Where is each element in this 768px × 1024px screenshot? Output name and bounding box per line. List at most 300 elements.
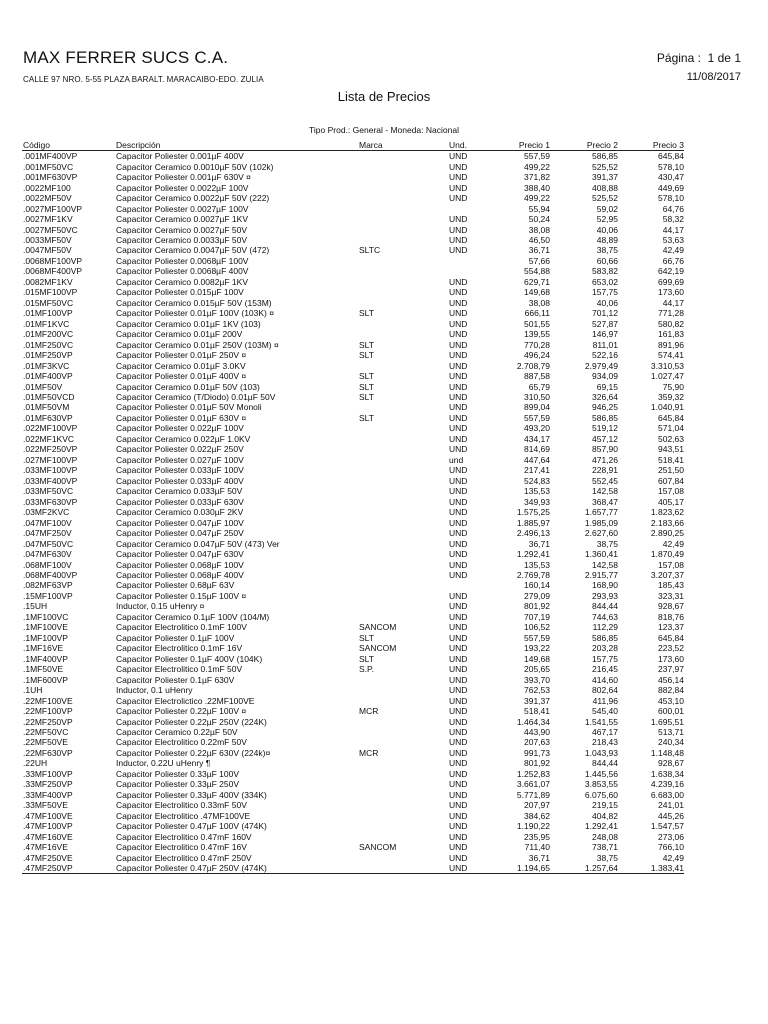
cell-descripcion: Capacitor Poliester 0.047µF 100V	[116, 517, 244, 528]
cell-marca	[359, 507, 449, 517]
cell-codigo: .033MF400VP	[23, 475, 78, 486]
cell-marca	[359, 235, 449, 245]
cell-und: UND	[449, 161, 468, 172]
cell-precio-1: 493,20	[524, 423, 550, 434]
cell-marca	[359, 402, 449, 412]
cell-codigo: .027MF100VP	[23, 454, 78, 465]
cell-precio-1: 279,09	[524, 590, 550, 601]
cell-marca	[359, 538, 449, 548]
cell-marca	[359, 695, 449, 705]
cell-descripcion: Inductor, 0.1 uHenry	[116, 685, 193, 696]
table-row	[22, 737, 684, 747]
table-row	[22, 863, 684, 874]
cell-und: UND	[449, 308, 468, 319]
cell-marca	[359, 203, 449, 213]
cell-descripcion: Capacitor Electrolitico 0.33mF 50V	[116, 800, 247, 811]
cell-precio-3: 928,67	[658, 758, 684, 769]
cell-codigo: .47MF160VE	[23, 831, 73, 842]
cell-precio-2: 653,02	[592, 276, 618, 287]
cell-descripcion: Capacitor Ceramico 0.015µF 50V (153M)	[116, 297, 272, 308]
cell-marca	[359, 790, 449, 800]
cell-marca: SLT	[359, 412, 374, 423]
cell-precio-3: 445,26	[658, 810, 684, 821]
cell-descripcion: Capacitor Poliester 0.015µF 100V	[116, 287, 244, 298]
cell-codigo: .001MF50VC	[23, 161, 74, 172]
cell-descripcion: Capacitor Poliester 0.47µF 100V (474K)	[116, 821, 267, 832]
cell-marca	[359, 811, 449, 821]
cell-codigo: .001MF400VP	[23, 151, 78, 162]
cell-precio-1: 499,22	[524, 161, 550, 172]
cell-descripcion: Capacitor Poliester 0.22µF 100V ¤	[116, 706, 247, 717]
table-header-row	[22, 136, 684, 151]
cell-codigo: .01MF400VP	[23, 371, 73, 382]
cell-precio-1: 1.885,97	[516, 517, 550, 528]
cell-precio-2: 857,90	[592, 444, 618, 455]
cell-codigo: .01MF50VCD	[23, 392, 75, 403]
cell-precio-1: 384,62	[524, 810, 550, 821]
cell-und: UND	[449, 695, 468, 706]
cell-und: UND	[449, 528, 468, 539]
cell-codigo: .47MF100VP	[23, 821, 73, 832]
cell-codigo: .1MF16VE	[23, 643, 64, 654]
cell-marca: SLT	[359, 392, 374, 403]
cell-und: UND	[449, 664, 468, 675]
cell-und: UND	[449, 643, 468, 654]
column-header-descripcion: Descripción	[116, 136, 359, 151]
cell-codigo: .0047MF50V	[23, 245, 72, 256]
cell-precio-3: 240,34	[658, 737, 684, 748]
cell-precio-2: 2.627,60	[584, 528, 618, 539]
cell-codigo: .01MF50VM	[23, 402, 70, 413]
cell-marca	[359, 360, 449, 370]
cell-precio-2: 60,66	[596, 255, 618, 266]
cell-precio-1: 1.464,34	[516, 716, 550, 727]
cell-descripcion: Capacitor Poliester 0.15µF 100V ¤	[116, 590, 247, 601]
cell-marca	[359, 601, 449, 611]
cell-precio-1: 524,83	[524, 475, 550, 486]
table-row	[22, 161, 684, 171]
report-subtitle: Tipo Prod.: General - Moneda: Nacional	[309, 125, 459, 135]
cell-codigo: .0022MF100	[23, 182, 71, 193]
table-row	[22, 727, 684, 737]
cell-precio-1: 501,55	[524, 318, 550, 329]
cell-precio-2: 583,82	[592, 266, 618, 277]
cell-marca	[359, 329, 449, 339]
table-row	[22, 392, 684, 402]
cell-und: UND	[449, 371, 468, 382]
cell-und: UND	[449, 517, 468, 528]
table-row	[22, 821, 684, 831]
cell-precio-3: 600,01	[658, 706, 684, 717]
table-row	[22, 622, 684, 632]
cell-precio-2: 142,58	[592, 559, 618, 570]
cell-marca	[359, 779, 449, 789]
cell-precio-1: 5.771,89	[516, 789, 550, 800]
cell-precio-2: 946,25	[592, 402, 618, 413]
cell-und	[449, 256, 479, 266]
cell-und: UND	[449, 706, 468, 717]
table-row	[22, 203, 684, 213]
cell-precio-2: 38,75	[596, 245, 618, 256]
cell-und: UND	[449, 214, 468, 225]
cell-precio-3: 185,43	[658, 580, 684, 591]
table-row	[22, 224, 684, 234]
table-row	[22, 319, 684, 329]
cell-codigo: .047MF250V	[23, 528, 72, 539]
cell-descripcion: Capacitor Poliester 0.033µF 630V	[116, 496, 244, 507]
cell-precio-1: 443,90	[524, 727, 550, 738]
table-row	[22, 423, 684, 433]
cell-precio-2: 157,75	[592, 653, 618, 664]
cell-precio-1: 38,08	[528, 297, 550, 308]
cell-precio-3: 607,84	[658, 475, 684, 486]
cell-precio-3: 1.638,34	[650, 768, 684, 779]
cell-marca	[359, 737, 449, 747]
cell-precio-3: 6.683,00	[650, 789, 684, 800]
cell-und: UND	[449, 318, 468, 329]
cell-und: UND	[449, 360, 468, 371]
cell-precio-2: 1.445,56	[584, 768, 618, 779]
cell-und: UND	[449, 611, 468, 622]
cell-marca	[359, 769, 449, 779]
cell-descripcion: Capacitor Ceramico 0.22µF 50V	[116, 727, 238, 738]
cell-precio-1: 106,52	[524, 622, 550, 633]
cell-marca	[359, 612, 449, 622]
cell-codigo: .22UH	[23, 758, 48, 769]
cell-marca	[359, 580, 449, 590]
cell-descripcion: Capacitor Poliester 0.01µF 50V Monoli	[116, 402, 262, 413]
table-row	[22, 381, 684, 391]
cell-precio-2: 6.075,60	[584, 789, 618, 800]
cell-und: UND	[449, 234, 468, 245]
cell-precio-2: 802,64	[592, 685, 618, 696]
cell-precio-1: 57,66	[528, 255, 550, 266]
table-row	[22, 538, 684, 548]
cell-marca	[359, 256, 449, 266]
cell-marca	[359, 674, 449, 684]
cell-precio-3: 58,32	[662, 214, 684, 225]
cell-descripcion: Capacitor Poliester 0.0068µF 400V	[116, 266, 249, 277]
cell-und: UND	[449, 569, 468, 580]
cell-precio-3: 173,60	[658, 287, 684, 298]
cell-und: UND	[449, 381, 468, 392]
cell-descripcion: Capacitor Poliester 0.33µF 400V (334K)	[116, 789, 267, 800]
cell-descripcion: Capacitor Poliester 0.1µF 630V	[116, 674, 235, 685]
cell-precio-3: 1.148,48	[650, 747, 684, 758]
cell-marca: MCR	[359, 706, 379, 717]
cell-descripcion: Capacitor Electrolitico 0.1mF 16V	[116, 643, 243, 654]
cell-und: UND	[449, 392, 468, 403]
cell-precio-1: 149,68	[524, 287, 550, 298]
cell-marca	[359, 434, 449, 444]
cell-precio-2: 216,45	[592, 664, 618, 675]
cell-und: UND	[449, 433, 468, 444]
table-row	[22, 664, 684, 674]
cell-precio-2: 522,16	[592, 350, 618, 361]
cell-precio-1: 36,71	[528, 852, 550, 863]
cell-marca	[359, 455, 449, 465]
cell-precio-1: 557,59	[524, 151, 550, 162]
cell-descripcion: Capacitor Ceramico 0.033µF 50V	[116, 486, 243, 497]
table-row	[22, 758, 684, 768]
column-header-codigo: Código	[22, 136, 116, 151]
cell-precio-2: 934,09	[592, 371, 618, 382]
cell-und: UND	[449, 590, 468, 601]
cell-marca: SLT	[359, 371, 374, 382]
table-row	[22, 601, 684, 611]
cell-und: UND	[449, 632, 468, 643]
cell-precio-2: 586,85	[592, 632, 618, 643]
cell-precio-3: 449,69	[658, 182, 684, 193]
cell-und: UND	[449, 172, 468, 183]
cell-precio-2: 368,47	[592, 496, 618, 507]
cell-descripcion: Capacitor Poliester 0.01µF 250V ¤	[116, 350, 247, 361]
cell-und: UND	[449, 339, 468, 350]
cell-codigo: .15UH	[23, 601, 48, 612]
table-row	[22, 528, 684, 538]
cell-precio-2: 146,97	[592, 329, 618, 340]
cell-descripcion: Capacitor Poliester 0.22µF 630V (224k)¤	[116, 747, 271, 758]
cell-codigo: .01MF1KVC	[23, 318, 70, 329]
cell-marca	[359, 151, 449, 162]
table-row	[22, 633, 684, 643]
table-row	[22, 444, 684, 454]
cell-precio-1: 557,59	[524, 412, 550, 423]
cell-codigo: .1UH	[23, 685, 43, 696]
cell-precio-2: 404,82	[592, 810, 618, 821]
cell-precio-1: 496,24	[524, 350, 550, 361]
cell-precio-2: 112,29	[592, 622, 618, 633]
cell-und: UND	[449, 622, 468, 633]
cell-precio-1: 707,19	[524, 611, 550, 622]
cell-precio-3: 430,47	[658, 172, 684, 183]
cell-codigo: .33MF250VP	[23, 779, 73, 790]
cell-precio-1: 135,53	[524, 559, 550, 570]
cell-precio-2: 157,75	[592, 287, 618, 298]
table-row	[22, 266, 684, 276]
cell-marca: SLT	[359, 381, 374, 392]
cell-precio-3: 241,01	[658, 800, 684, 811]
column-header-precio-2: Precio 2	[550, 136, 618, 151]
report-title: Lista de Precios	[337, 89, 431, 104]
cell-codigo: .0027MF50VC	[23, 224, 78, 235]
cell-und: UND	[449, 810, 468, 821]
column-header-precio-1: Precio 1	[479, 136, 550, 151]
table-row	[22, 371, 684, 381]
table-row	[22, 591, 684, 601]
cell-marca	[359, 821, 449, 831]
cell-precio-3: 42,49	[662, 852, 684, 863]
cell-descripcion: Capacitor Ceramico 0.0047µF 50V (472)	[116, 245, 270, 256]
cell-descripcion: Capacitor Electrolitico 0.1mF 50V	[116, 664, 243, 675]
cell-codigo: .03MF2KVC	[23, 507, 70, 518]
cell-codigo: .068MF400VP	[23, 569, 78, 580]
cell-precio-2: 519,12	[592, 423, 618, 434]
cell-und: UND	[449, 601, 468, 612]
cell-precio-3: 66,76	[662, 255, 684, 266]
cell-precio-3: 645,84	[658, 412, 684, 423]
cell-precio-1: 814,69	[524, 444, 550, 455]
table-row	[22, 779, 684, 789]
cell-precio-3: 578,10	[658, 193, 684, 204]
cell-precio-3: 2.183,66	[650, 517, 684, 528]
cell-precio-2: 219,15	[592, 800, 618, 811]
table-row	[22, 800, 684, 810]
cell-precio-3: 323,31	[658, 590, 684, 601]
cell-und: UND	[449, 297, 468, 308]
cell-descripcion: Capacitor Poliester 0.0027µF 100V	[116, 203, 249, 214]
cell-und: UND	[449, 245, 468, 256]
cell-codigo: .22MF50VC	[23, 727, 69, 738]
cell-marca: SANCOM	[359, 622, 397, 633]
cell-codigo: .0027MF1KV	[23, 214, 73, 225]
report-date: 11/08/2017	[686, 71, 741, 83]
cell-codigo: .47MF16VE	[23, 842, 68, 853]
cell-codigo: .0027MF100VP	[23, 203, 83, 214]
cell-precio-3: 1.547,57	[650, 821, 684, 832]
table-row	[22, 277, 684, 287]
cell-codigo: .0022MF50V	[23, 193, 72, 204]
cell-descripcion: Capacitor Poliester 0.022µF 250V	[116, 444, 244, 455]
cell-descripcion: Capacitor Poliester 0.001µF 630V ¤	[116, 172, 251, 183]
cell-codigo: .01MF100VP	[23, 308, 73, 319]
cell-precio-3: 64,76	[662, 203, 684, 214]
cell-codigo: .047MF50VC	[23, 538, 74, 549]
cell-precio-2: 48,89	[596, 234, 618, 245]
table-row	[22, 455, 684, 465]
cell-precio-3: 53,63	[662, 234, 684, 245]
cell-precio-3: 943,51	[658, 444, 684, 455]
cell-und: UND	[449, 716, 468, 727]
table-row	[22, 308, 684, 318]
cell-precio-1: 193,22	[524, 643, 550, 654]
cell-precio-2: 38,75	[596, 852, 618, 863]
cell-marca	[359, 319, 449, 329]
cell-precio-3: 1.383,41	[618, 863, 684, 874]
cell-descripcion: Capacitor Poliester 0.1µF 100V	[116, 632, 235, 643]
cell-descripcion: Capacitor Poliester 0.68µF 63V	[116, 580, 235, 591]
cell-codigo: .033MF630VP	[23, 496, 78, 507]
table-row	[22, 235, 684, 245]
cell-precio-1: 557,59	[524, 632, 550, 643]
cell-und: UND	[449, 789, 468, 800]
cell-descripcion: Capacitor Ceramico 0.0022µF 50V (222)	[116, 193, 270, 204]
cell-descripcion: Capacitor Poliester 0.33µF 250V	[116, 779, 240, 790]
cell-precio-3: 3.310,53	[650, 360, 684, 371]
cell-precio-3: 574,41	[658, 350, 684, 361]
cell-descripcion: Capacitor Poliester 0.022µF 100V	[116, 423, 244, 434]
cell-und: UND	[449, 182, 468, 193]
cell-und: UND	[449, 412, 468, 423]
cell-marca	[359, 831, 449, 841]
cell-codigo: .22MF100VE	[23, 695, 73, 706]
cell-codigo: .22MF50VE	[23, 737, 68, 748]
table-row	[22, 517, 684, 527]
cell-precio-3: 818,76	[658, 611, 684, 622]
cell-precio-3: 891,96	[658, 339, 684, 350]
cell-precio-3: 157,08	[658, 559, 684, 570]
cell-precio-2: 844,44	[592, 601, 618, 612]
table-row	[22, 214, 684, 224]
cell-precio-1: 135,53	[524, 486, 550, 497]
cell-marca: SLT	[359, 339, 374, 350]
table-row	[22, 182, 684, 192]
cell-und: UND	[449, 768, 468, 779]
cell-codigo: .1MF600VP	[23, 674, 68, 685]
company-name: MAX FERRER SUCS C.A.	[23, 48, 229, 67]
cell-descripcion: Capacitor Poliester 0.47µF 250V (474K)	[116, 863, 359, 874]
cell-precio-1: 666,11	[524, 308, 550, 319]
cell-precio-1: 1.252,83	[516, 768, 550, 779]
cell-precio-2: 228,91	[592, 465, 618, 476]
cell-descripcion: Capacitor Poliester 0.01µF 400V ¤	[116, 371, 247, 382]
cell-precio-1: 349,93	[524, 496, 550, 507]
cell-precio-2: 38,75	[596, 538, 618, 549]
cell-und: UND	[449, 737, 468, 748]
cell-codigo: .033MF100VP	[23, 465, 78, 476]
cell-precio-2: 457,12	[592, 433, 618, 444]
cell-und: UND	[449, 444, 468, 455]
cell-marca	[359, 800, 449, 810]
cell-precio-1: 434,17	[524, 433, 550, 444]
cell-precio-1: 393,70	[524, 674, 550, 685]
cell-codigo: .22MF630VP	[23, 747, 73, 758]
cell-precio-1: 65,79	[528, 381, 550, 392]
cell-codigo: .1MF100VE	[23, 622, 68, 633]
table-row	[22, 486, 684, 496]
cell-precio-2: 1.043,93	[584, 747, 618, 758]
cell-marca	[359, 277, 449, 287]
cell-precio-2: 467,17	[592, 727, 618, 738]
cell-marca: MCR	[359, 747, 379, 758]
cell-precio-1: 388,40	[524, 182, 550, 193]
cell-codigo: .1MF100VC	[23, 611, 69, 622]
page-indicator	[657, 51, 741, 65]
cell-descripcion: Capacitor Ceramico 0.022µF 1.0KV	[116, 433, 251, 444]
cell-descripcion: Capacitor Ceramico 0.0082µF 1KV	[116, 276, 248, 287]
cell-descripcion: Capacitor Ceramico 0.01µF 3.0KV	[116, 360, 246, 371]
cell-precio-3: 1.040,91	[650, 402, 684, 413]
table-row	[22, 580, 684, 590]
cell-und: UND	[449, 842, 468, 853]
cell-marca	[359, 727, 449, 737]
cell-precio-1: 447,64	[524, 454, 550, 465]
cell-descripcion: Capacitor Poliester 0.027µF 100V	[116, 454, 244, 465]
cell-precio-1: 1.190,22	[516, 821, 550, 832]
cell-descripcion: Capacitor Ceramico 0.0033µF 50V	[116, 234, 248, 245]
table-row	[22, 549, 684, 559]
cell-precio-3: 273,06	[658, 831, 684, 842]
cell-marca	[359, 528, 449, 538]
cell-descripcion: Capacitor Ceramico 0.01µF 250V (103M) ¤	[116, 339, 279, 350]
table-row	[22, 402, 684, 412]
cell-und: UND	[449, 863, 479, 874]
cell-precio-3: 771,28	[658, 308, 684, 319]
cell-und: UND	[449, 423, 468, 434]
cell-precio-2: 586,85	[592, 151, 618, 162]
cell-codigo: .47MF250VE	[23, 852, 73, 863]
cell-precio-1: 391,37	[524, 695, 550, 706]
table-row	[22, 612, 684, 622]
cell-precio-1: 2.496,13	[516, 528, 550, 539]
cell-precio-1: 801,92	[524, 601, 550, 612]
cell-precio-2: 1.985,09	[584, 517, 618, 528]
cell-und	[449, 266, 479, 276]
cell-marca	[359, 161, 449, 171]
cell-precio-3: 3.207,37	[650, 569, 684, 580]
cell-precio-2: 471,26	[592, 454, 618, 465]
cell-codigo: .1MF100VP	[23, 632, 68, 643]
